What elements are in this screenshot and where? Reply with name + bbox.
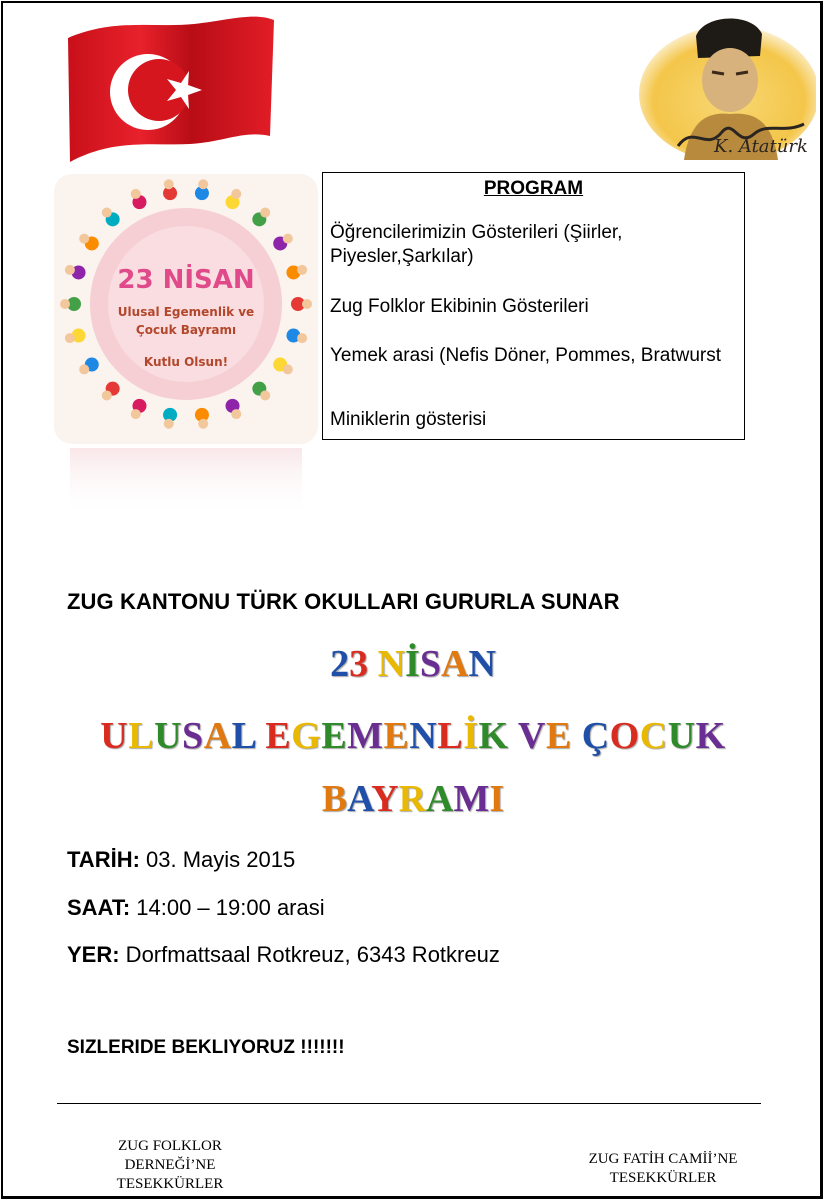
- badge-title: 23 NİSAN: [117, 265, 255, 295]
- turkish-flag-image: [64, 10, 276, 164]
- date-label: TARİH:: [67, 847, 140, 872]
- program-item-performances: Öğrencilerimizin Gösterileri (Şiirler, Piyesler,Şarkılar): [330, 222, 623, 267]
- place-label: YER:: [67, 942, 120, 967]
- program-title: PROGRAM: [483, 178, 584, 199]
- footer-right-line-1: ZUG FATİH CAMİİ’NE: [588, 1151, 738, 1167]
- title-line-2: ULUSAL EGEMENLİK VE ÇOCUK: [100, 715, 726, 757]
- place-value: Dorfmattsaal Rotkreuz, 6343 Rotkreuz: [119, 942, 500, 967]
- program-box: [322, 172, 745, 440]
- cocuk-bayrami-badge-image: [50, 172, 322, 522]
- badge-line-3: Kutlu Olsun!: [143, 355, 229, 369]
- signature-text: K. Atatürk: [714, 136, 808, 157]
- program-item-food-break: Yemek arasi (Nefis Döner, Pommes, Bratwurst: [330, 345, 722, 366]
- place-row: [67, 942, 500, 968]
- date-row: [67, 847, 295, 873]
- program-item-folklore: Zug Folklor Ekibinin Gösterileri: [330, 296, 589, 317]
- ataturk-portrait-image: [634, 6, 816, 160]
- footer-right-line-2: TESEKKÜRLER: [609, 1170, 717, 1186]
- time-row: [67, 895, 325, 921]
- closing-line: SIZLERIDE BEKLIYORUZ !!!!!!!: [67, 1037, 345, 1058]
- badge-line-1: Ulusal Egemenlik ve: [117, 305, 255, 319]
- footer-divider: [57, 1103, 761, 1104]
- presents-headline: ZUG KANTONU TÜRK OKULLARI GURURLA SUNAR: [67, 589, 620, 614]
- footer-thanks-camii: [560, 1150, 766, 1188]
- time-value: 14:00 – 19:00 arasi: [130, 895, 325, 920]
- title-line-1: 23 NİSAN: [330, 643, 496, 685]
- time-label: SAAT:: [67, 895, 131, 920]
- title-line-3: BAYRAMI: [321, 778, 505, 820]
- footer-thanks-folklor: [95, 1137, 245, 1194]
- footer-left-line-3: TESEKKÜRLER: [116, 1176, 224, 1192]
- footer-left-line-2: DERNEĞİ’NE: [124, 1157, 216, 1173]
- footer-left-line-1: ZUG FOLKLOR: [118, 1138, 222, 1154]
- badge-line-2: Çocuk Bayramı: [135, 323, 237, 337]
- program-item-little-ones: Miniklerin gösterisi: [330, 409, 487, 430]
- date-value: 03. Mayis 2015: [139, 847, 296, 872]
